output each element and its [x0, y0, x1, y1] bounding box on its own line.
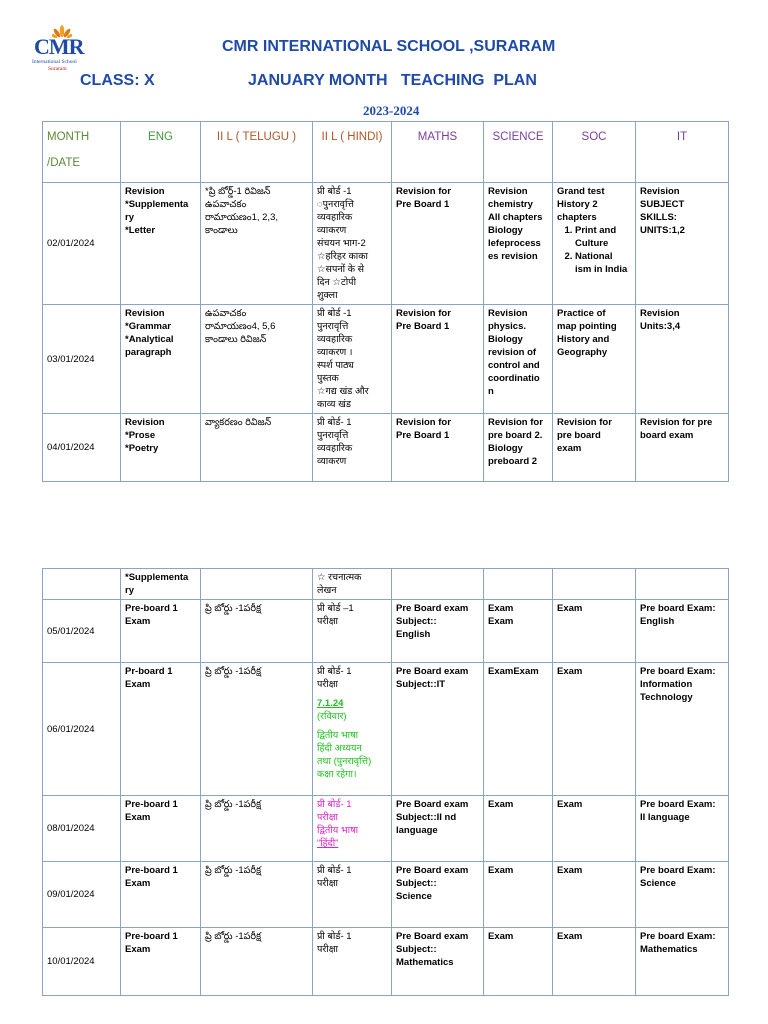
cell-hindi — [313, 663, 392, 796]
cell-science: Revision chemistry All chapters Biology lefeprocess es revision — [484, 183, 553, 305]
row-date: 02/01/2024 — [43, 183, 121, 305]
row-date: 10/01/2024 — [43, 928, 121, 996]
cell-eng: *Supplementa ry — [121, 569, 201, 600]
cell-soc: Exam — [553, 663, 636, 796]
row-date: 03/01/2024 — [43, 305, 121, 414]
cell-soc — [553, 569, 636, 600]
cell-telugu: *ప్రి బోర్డ్-1 రివిజన్ ఉపవాచకం రామాయణం1, 2,3, కాండాలు — [201, 183, 313, 305]
col-month — [43, 122, 121, 183]
cell-hindi: प्री बोर्ड- 1 परीक्षा — [313, 928, 392, 996]
hindi-subject: “हिंदी” — [317, 838, 339, 849]
cell-science — [484, 569, 553, 600]
class-label: CLASS: X — [80, 72, 155, 89]
cell-soc: Practice of map pointing History and Geography — [553, 305, 636, 414]
col-hindi: II L ( HINDI) — [313, 122, 392, 183]
cell-soc — [553, 183, 636, 305]
header-row — [43, 122, 729, 183]
col-science: SCIENCE — [484, 122, 553, 183]
row-date: 06/01/2024 — [43, 663, 121, 796]
cell-hindi: ☆ रचनात्मक लेखन — [313, 569, 392, 600]
cell-telugu: ప్రి బోర్డు -1పరీక్ష — [201, 600, 313, 663]
cell-it — [636, 569, 729, 600]
logo-line1: International School — [32, 59, 77, 65]
cell-maths — [392, 569, 484, 600]
cell-hindi: प्री बोर्ड -1 ◌पुनरावृत्ति व्यवहारिक व्याकरण संचयन भाग-2 ☆हरिहर काका ☆सपनों के से दिन ☆टोपी शुक्ला — [313, 183, 392, 305]
cell-science: Revision physics. Biology revision of control and coordinatio n — [484, 305, 553, 414]
table-row — [43, 862, 729, 928]
list-item: 2. National ism in India — [575, 250, 631, 276]
cell-eng: Revision *Prose *Poetry — [121, 414, 201, 482]
plan-table-2 — [42, 568, 729, 996]
cell-it: Revision for pre board exam — [636, 414, 729, 482]
cell-eng: Pre-board 1 Exam — [121, 862, 201, 928]
cell-eng: Pr-board 1 Exam — [121, 663, 201, 796]
school-title: CMR INTERNATIONAL SCHOOL ,SURARAM — [222, 38, 556, 55]
logo-brand: CMR — [34, 34, 84, 59]
cell-hindi: प्री बोर्ड- 1 परीक्षा — [313, 862, 392, 928]
cell-science: Exam Exam — [484, 600, 553, 663]
cell-telugu — [201, 569, 313, 600]
cell-it: Pre board Exam: Science — [636, 862, 729, 928]
table-row — [43, 663, 729, 796]
cell-telugu: ప్రి బోర్డు -1పరీక్ష — [201, 928, 313, 996]
row-date: 04/01/2024 — [43, 414, 121, 482]
col-eng: ENG — [121, 122, 201, 183]
cell-hindi — [313, 796, 392, 862]
table-row — [43, 414, 729, 482]
row-date: 09/01/2024 — [43, 862, 121, 928]
col-soc: SOC — [553, 122, 636, 183]
logo-line2: Suraram — [48, 66, 67, 72]
hindi-exam: प्री बोर्ड- 1 परीक्षा द्वितीय भाषा — [317, 799, 359, 836]
hindi-note-day: (रविवार) — [317, 711, 347, 722]
cell-telugu: ప్రి బోర్డు -1పరీక్ష — [201, 663, 313, 796]
col-month-line2: /DATE — [47, 157, 81, 169]
cell-it: Pre board Exam: II language — [636, 796, 729, 862]
table-row — [43, 600, 729, 663]
school-logo — [30, 24, 92, 74]
row-date: 05/01/2024 — [43, 600, 121, 663]
col-month-line1: MONTH — [47, 131, 90, 143]
soc-chapter-list — [557, 224, 631, 276]
col-it: IT — [636, 122, 729, 183]
row-date: 08/01/2024 — [43, 796, 121, 862]
cell-eng: Revision *Supplementa ry *Letter — [121, 183, 201, 305]
cell-soc: Revision for pre board exam — [553, 414, 636, 482]
col-maths: MATHS — [392, 122, 484, 183]
cell-science: Exam — [484, 928, 553, 996]
cell-it: Revision SUBJECT SKILLS: UNITS:1,2 — [636, 183, 729, 305]
cell-it: Pre board Exam: Mathematics — [636, 928, 729, 996]
list-item: 1. Print and Culture — [575, 224, 631, 250]
cell-eng: Pre-board 1 Exam — [121, 600, 201, 663]
cell-telugu: ప్రి బోర్డు -1పరీక్ష — [201, 796, 313, 862]
table-row — [43, 569, 729, 600]
cell-it: Revision Units:3,4 — [636, 305, 729, 414]
cell-hindi: प्री बोर्ड –1 परीक्षा — [313, 600, 392, 663]
cell-telugu: ప్రి బోర్డు -1పరీక్ష — [201, 862, 313, 928]
cell-eng: Revision *Grammar *Analytical paragraph — [121, 305, 201, 414]
cell-science: Exam — [484, 862, 553, 928]
cell-eng: Pre-board 1 Exam — [121, 928, 201, 996]
cell-maths: Revision for Pre Board 1 — [392, 183, 484, 305]
hindi-note-date: 7.1.24 — [317, 698, 344, 709]
table-row — [43, 928, 729, 996]
cell-it: Pre board Exam: Information Technology — [636, 663, 729, 796]
hindi-exam: प्री बोर्ड- 1 परीक्षा — [317, 666, 352, 690]
cell-soc: Exam — [553, 928, 636, 996]
cell-telugu: ఉపవాచకం రామాయణం4, 5,6 కాండాలు రివిజన్ — [201, 305, 313, 414]
table-row — [43, 183, 729, 305]
cell-science: ExamExam — [484, 663, 553, 796]
row-date — [43, 569, 121, 600]
cell-science: Exam — [484, 796, 553, 862]
cell-soc: Exam — [553, 796, 636, 862]
plan-title: JANUARY MONTH TEACHING PLAN — [248, 72, 537, 89]
col-telugu: II L ( TELUGU ) — [201, 122, 313, 183]
cell-it: Pre board Exam: English — [636, 600, 729, 663]
cell-hindi: प्री बोर्ड- 1 पुनरावृत्ति व्यवहारिक व्याकरण — [313, 414, 392, 482]
cell-hindi: प्री बोर्ड -1 पुनरावृत्ति व्यवहारिक व्याकरण । स्पर्श पाठ्य पुस्तक ☆गद्य खंड और काव्य खंड — [313, 305, 392, 414]
cell-maths: Revision for Pre Board 1 — [392, 414, 484, 482]
table-row — [43, 305, 729, 414]
cell-maths: Pre Board exam Subject:: English — [392, 600, 484, 663]
cell-science: Revision for pre board 2. Biology preboard 2 — [484, 414, 553, 482]
plan-table-1 — [42, 121, 729, 482]
hindi-note: द्वितीय भाषा हिंदी अध्ययन तथा (पुनरावृत्ति) कक्षा रहेगा। — [317, 730, 372, 780]
cell-maths: Pre Board exam Subject:: Mathematics — [392, 928, 484, 996]
cell-maths: Revision for Pre Board 1 — [392, 305, 484, 414]
soc-heading: Grand test History 2 chapters — [557, 186, 605, 223]
academic-year: 2023-2024 — [363, 103, 420, 118]
cell-maths: Pre Board exam Subject::II nd language — [392, 796, 484, 862]
cell-soc: Exam — [553, 862, 636, 928]
table-row — [43, 796, 729, 862]
cell-maths: Pre Board exam Subject:: Science — [392, 862, 484, 928]
cell-maths: Pre Board exam Subject::IT — [392, 663, 484, 796]
cell-soc: Exam — [553, 600, 636, 663]
cell-telugu: వ్యాకరణం రివిజన్ — [201, 414, 313, 482]
cell-eng: Pre-board 1 Exam — [121, 796, 201, 862]
